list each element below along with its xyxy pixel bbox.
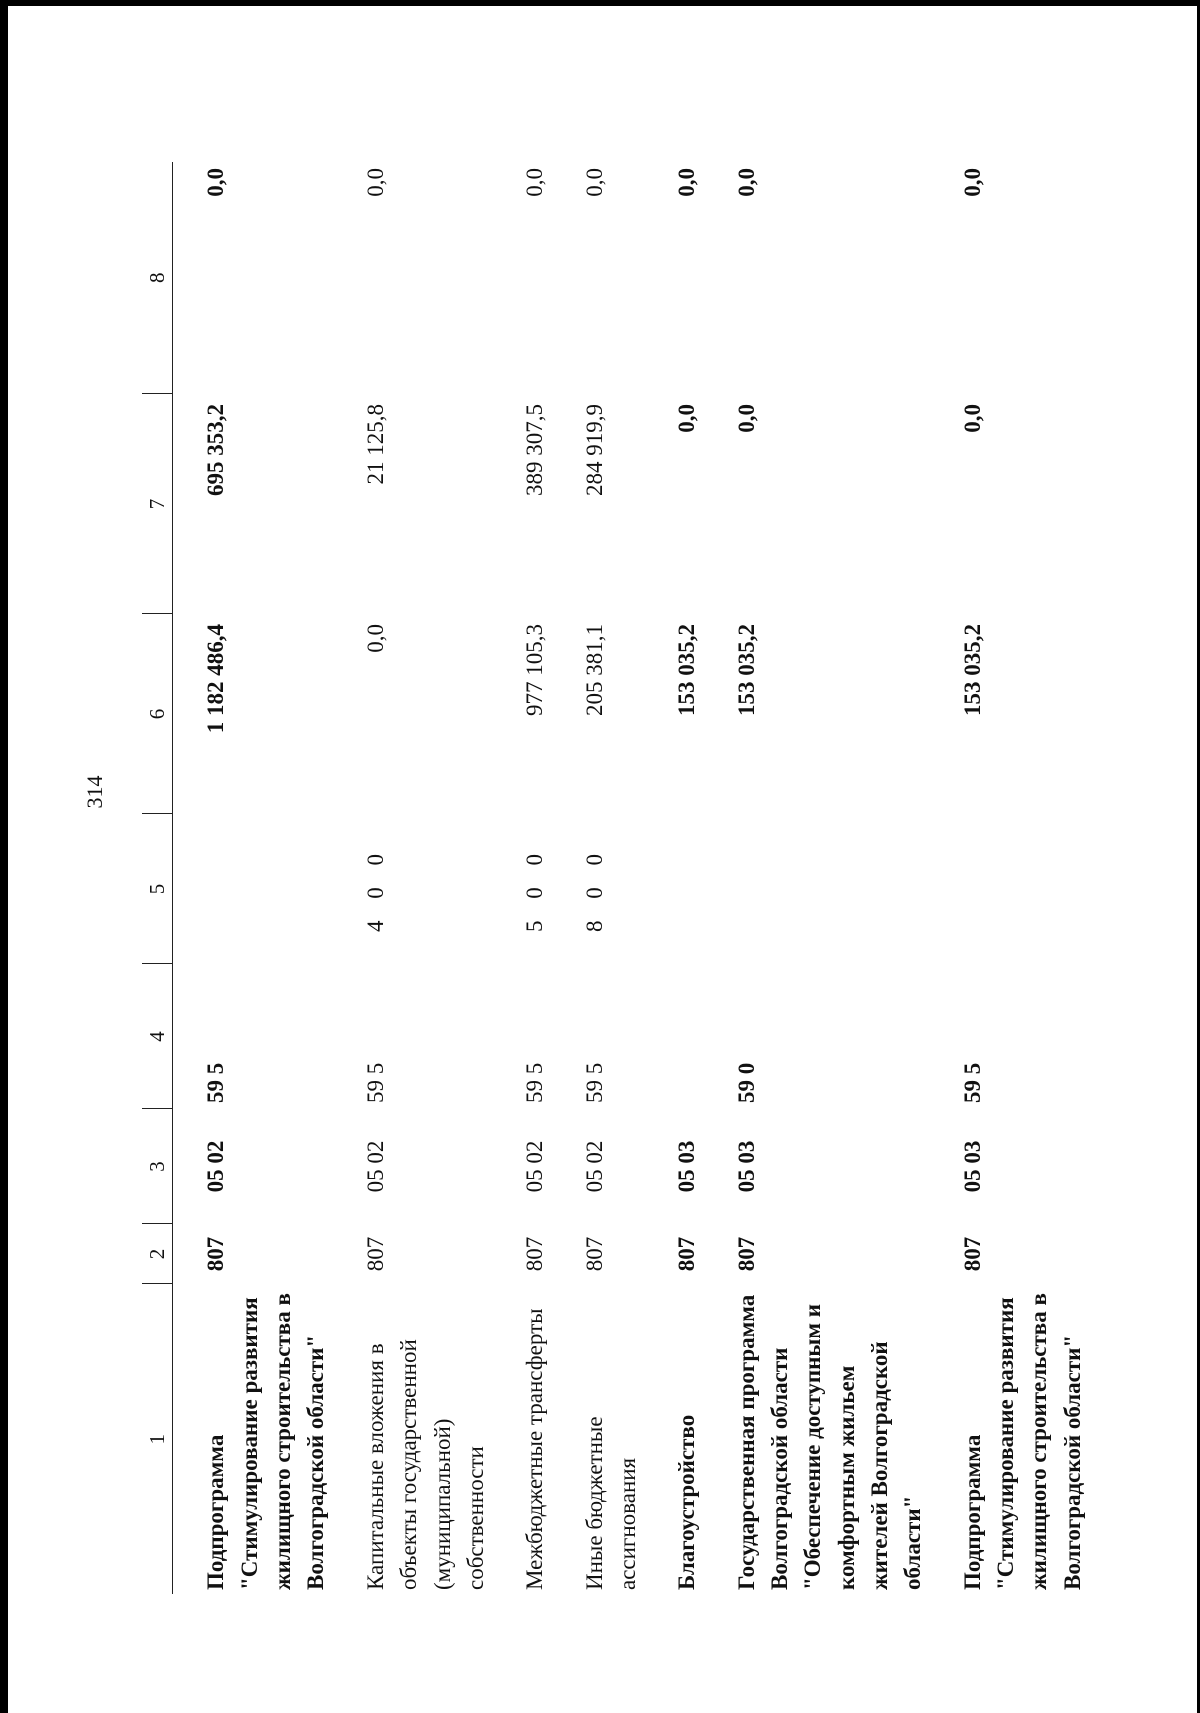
table-row — [704, 162, 930, 1594]
sum-col7: 0,0 — [733, 404, 759, 433]
column-header: 2 — [142, 1224, 173, 1284]
razdel-code: 05 02 — [522, 1140, 548, 1193]
row-name: Капитальные вложения в объекты государственной (муниципальной) собственности — [362, 1339, 488, 1590]
csr-code: 59 5 — [522, 1062, 548, 1103]
csr-code: 59 0 — [733, 1062, 759, 1103]
column-header: 5 — [142, 814, 173, 964]
sum-col8: 0,0 — [362, 168, 388, 197]
table-row — [644, 162, 703, 1594]
column-header: 7 — [142, 394, 173, 614]
sum-col8: 0,0 — [522, 168, 548, 197]
scan-edge-top — [0, 0, 1200, 6]
vr-code: 5 0 0 — [522, 846, 548, 932]
csr-code: 59 5 — [959, 1062, 985, 1103]
sum-col8: 0,0 — [674, 168, 700, 197]
razdel-code: 05 02 — [581, 1140, 607, 1193]
vr-code — [173, 814, 333, 964]
column-header: 3 — [142, 1109, 173, 1224]
sum-col8: 0,0 — [581, 168, 607, 197]
ved-code: 807 — [581, 1236, 607, 1272]
rotated-page — [0, 122, 1085, 1642]
table-row — [552, 162, 645, 1594]
razdel-code: 05 03 — [674, 1140, 700, 1193]
row-name: Государственная программа Волгоградской области "Обеспечение доступным и комфортным жильем жителей Волгоградской области" — [733, 1294, 926, 1590]
razdel-code: 05 02 — [362, 1140, 388, 1193]
sum-col7: 389 307,5 — [522, 404, 548, 496]
table-row — [333, 162, 492, 1594]
vr-code — [704, 814, 930, 964]
sum-col6: 153 035,2 — [733, 624, 759, 716]
page-number: 314 — [82, 775, 107, 809]
razdel-code: 05 03 — [959, 1140, 985, 1193]
row-name: Иные бюджетные ассигнования — [581, 1416, 640, 1590]
ved-code: 807 — [674, 1236, 700, 1272]
ved-code: 807 — [522, 1236, 548, 1272]
vr-code — [644, 814, 703, 964]
vr-code: 8 0 0 — [581, 846, 607, 932]
table-row — [492, 162, 551, 1594]
sum-col6: 153 035,2 — [674, 624, 700, 716]
row-name: Благоустройство — [674, 1414, 700, 1590]
csr-code: 59 5 — [581, 1062, 607, 1103]
sum-col7: 21 125,8 — [362, 404, 388, 485]
sum-col6: 1 182 486,4 — [203, 624, 229, 734]
sum-col7: 0,0 — [674, 404, 700, 433]
vr-code: 4 0 0 — [362, 846, 388, 932]
column-header: 1 — [142, 1284, 173, 1594]
sum-col7: 695 353,2 — [203, 404, 229, 496]
ved-code: 807 — [362, 1236, 388, 1272]
ved-code: 807 — [733, 1236, 759, 1272]
column-header: 8 — [142, 162, 173, 394]
csr-code — [644, 964, 703, 1109]
sum-col6: 205 381,1 — [581, 624, 607, 716]
sum-col7: 284 919,9 — [581, 404, 607, 496]
csr-code: 59 5 — [203, 1062, 229, 1103]
table-row — [930, 162, 1089, 1594]
sum-col6: 0,0 — [362, 624, 388, 653]
row-name: Межбюджетные трансферты — [522, 1308, 548, 1590]
vr-code — [930, 814, 1089, 964]
budget-table — [142, 162, 1089, 1594]
sum-col7: 0,0 — [959, 404, 985, 433]
sum-col8: 0,0 — [733, 168, 759, 197]
ved-code: 807 — [959, 1236, 985, 1272]
sum-col6: 977 105,3 — [522, 624, 548, 716]
razdel-code: 05 02 — [203, 1140, 229, 1193]
sum-col6: 153 035,2 — [959, 624, 985, 716]
row-name: Подпрограмма "Стимулирование развития жилищного строительства в Волгоградской области" — [203, 1293, 329, 1590]
table-row — [173, 162, 333, 1594]
column-header: 4 — [142, 964, 173, 1109]
column-header: 6 — [142, 614, 173, 814]
csr-code: 59 5 — [362, 1062, 388, 1103]
sum-col8: 0,0 — [959, 168, 985, 197]
table-header-row — [142, 162, 173, 1594]
row-name: Подпрограмма "Стимулирование развития жилищного строительства в Волгоградской области" — [959, 1293, 1085, 1590]
sum-col8: 0,0 — [203, 168, 229, 197]
ved-code: 807 — [203, 1236, 229, 1272]
razdel-code: 05 03 — [733, 1140, 759, 1193]
